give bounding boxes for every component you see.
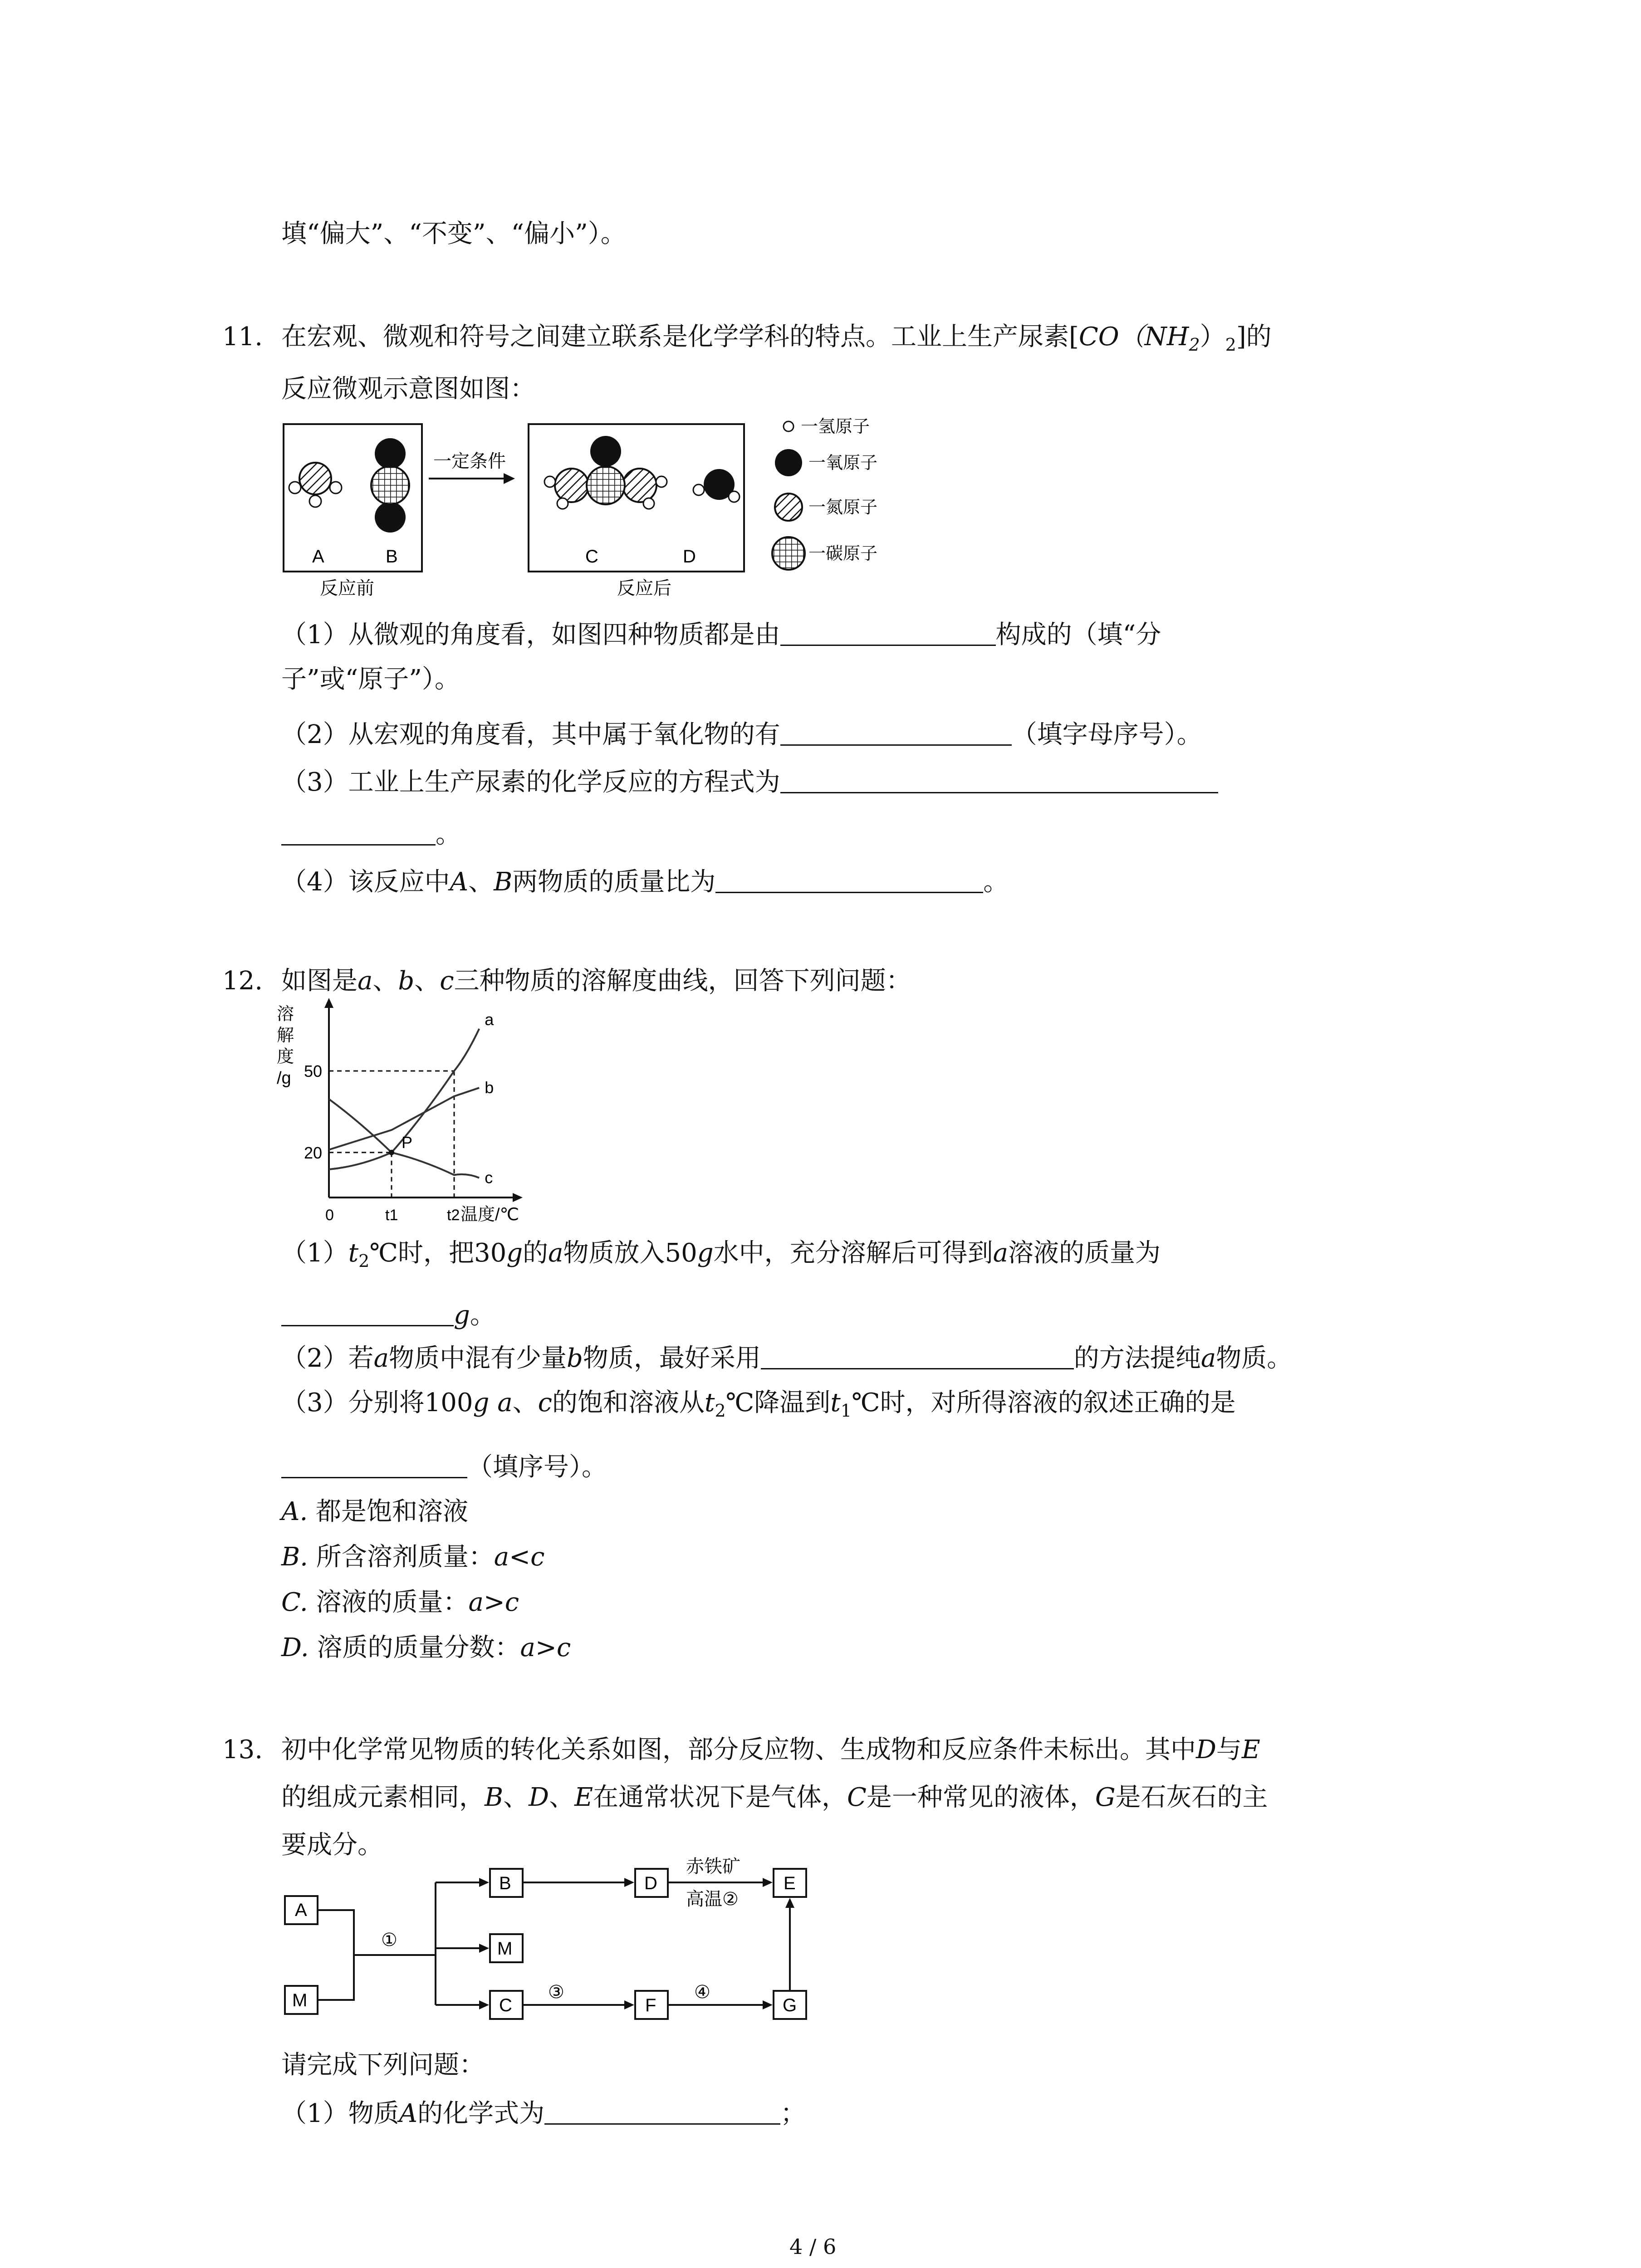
answer-blank[interactable] [780,619,996,646]
answer-blank[interactable] [281,1300,454,1326]
y-axis-label-char: 解 [277,1026,294,1045]
q11-reaction-figure [272,408,930,621]
svg-text:B: B [499,1873,511,1893]
hydrogen-atom-icon [557,498,568,509]
nitrogen-atom-icon [299,463,331,494]
oxygen-atom-icon [375,502,406,533]
carbon-atom-icon [587,466,625,504]
y-axis-label-char: 溶 [277,1005,294,1024]
caption-after: 反应后 [617,578,671,598]
carbon-atom-icon [772,537,805,570]
svg-text:M: M [292,1990,308,2010]
q13-line1: 初中化学常见物质的转化关系如图，部分反应物、生成物和反应条件未标出。其中D与E [281,1735,1260,1765]
oxygen-atom-icon [375,438,406,469]
step-3-label: ③ [548,1982,564,2002]
svg-text:G: G [783,1995,797,2015]
legend-hydrogen: 一氢原子 [801,417,870,436]
legend-nitrogen: 一氮原子 [808,498,878,517]
series-label-b: b [485,1078,494,1097]
carbon-atom-icon [371,466,409,504]
answer-blank[interactable] [544,2098,780,2125]
oxygen-atom-icon [590,436,621,467]
q12-number: 12. [222,966,263,996]
nitrogen-atom-icon [623,469,656,502]
intro-line: 填“偏大”、“不变”、“偏小”）。 [281,219,626,249]
q13-number: 13. [222,1735,263,1765]
q13-line3: 要成分。 [281,1830,383,1860]
hydrogen-atom-icon [729,491,740,502]
hydrogen-atom-icon [784,421,794,431]
option-A[interactable]: A. 都是饱和溶液 [281,1497,469,1526]
x-tick-label: t1 [385,1207,398,1224]
y-axis-label-char: 度 [277,1047,294,1066]
series-label-a: a [485,1010,494,1029]
label-D: D [683,547,696,567]
svg-text:E: E [784,1873,796,1893]
hydrogen-atom-icon [330,482,342,494]
q12-stem: 如图是a、b、c三种物质的溶解度曲线，回答下列问题： [281,966,911,996]
hydrogen-atom-icon [309,495,321,507]
q11-stem-line1: 在宏观、微观和符号之间建立联系是化学学科的特点。工业上生产尿素$[CO(NH_2)_2]$的 [281,322,1272,355]
q13-line2: 的组成元素相同，B、D、E在通常状况下是气体，C是一种常见的液体，G是石灰石的主 [281,1783,1268,1812]
step-4-label: ④ [694,1982,710,2002]
q12-part1: $(1)t_2℃$时，把30g的a物质放入50g水中，充分溶解后可得到a溶液的质量为 [281,1238,1161,1271]
label-C: C [585,547,598,567]
answer-blank[interactable] [780,767,1218,793]
answer-blank[interactable] [715,866,983,893]
option-D[interactable]: D. 溶质的质量分数：a>c [281,1633,571,1662]
hydrogen-atom-icon [544,476,555,487]
answer-blank[interactable] [281,819,436,846]
label-B: B [386,547,398,567]
answer-blank[interactable] [281,1452,467,1478]
x-tick-label: t2 [447,1207,460,1224]
hydrogen-atom-icon [656,476,667,487]
q11-part3: （3）工业上生产尿素的化学反应的方程式为 [281,767,1218,795]
q11-part2: （2）从宏观的角度看，其中属于氧化物的有 （填字母序号）。 [281,720,1202,749]
svg-text:D: D [644,1873,657,1893]
q12-part2: （2）若a物质中混有少量b物质，最好采用 的方法提纯a物质。 [281,1344,1293,1373]
svg-text:M: M [497,1939,513,1959]
y-tick-label: 20 [304,1143,323,1162]
page-number: 4 / 6 [789,2234,837,2259]
q11-part1: （1）从微观的角度看，如图四种物质都是由 构成的（填“分 [281,620,1161,650]
svg-text:A: A [295,1900,307,1920]
q11-part3-cont: 。 [281,819,461,847]
q11-part4: （4）该反应中A、B两物质的质量比为 。 [281,867,1009,897]
nitrogen-atom-icon [775,494,802,521]
hydrogen-atom-icon [289,482,301,494]
svg-text:C: C [499,1995,512,2015]
q11-part1-cont: 子”或“原子”）。 [281,665,460,694]
y-axis-label-char: /g [277,1069,291,1088]
answer-blank[interactable] [761,1343,1074,1369]
q12-part1-cont: g。 [281,1300,495,1328]
hydrogen-atom-icon [643,498,654,509]
hydrogen-atom-icon [693,484,704,495]
q13-part1: （1）物质A的化学式为 ； [281,2099,806,2128]
q12-part3: （3）分别将100g a、c的饱和溶液从$t_2℃$降温到$t_1℃$时，对所得溶液的叙述正确的是 [281,1388,1236,1421]
q13-prompt: 请完成下列问题： [281,2050,485,2080]
series-label-c: c [485,1168,493,1187]
option-C[interactable]: C. 溶液的质量：a>c [281,1588,519,1617]
caption-before: 反应前 [320,578,374,598]
solubility-chart [272,998,526,1225]
legend-oxygen: 一氧原子 [808,454,878,473]
label-A: A [312,547,324,567]
answer-blank[interactable] [780,719,1012,746]
q13-transformation-diagram [272,1857,844,2041]
legend-carbon: 一碳原子 [808,544,878,563]
nitrogen-atom-icon [555,469,588,502]
q11-stem-line2: 反应微观示意图如图： [281,374,535,404]
intersection-point [389,1150,394,1155]
arrow-condition: 一定条件 [433,451,506,471]
point-label: P [402,1133,413,1152]
step-1-label: ① [381,1930,397,1950]
q11-number: 11. [222,322,263,352]
x-tick-label: 0 [325,1207,334,1224]
option-B[interactable]: B. 所含溶剂质量：a<c [281,1542,545,1572]
oxygen-atom-icon [775,449,802,476]
y-tick-label: 50 [304,1062,323,1080]
condition-label: 高温② [686,1889,739,1909]
q12-part3-cont: （填序号）。 [281,1452,607,1480]
x-axis-label: 温度/℃ [460,1205,519,1224]
svg-text:F: F [645,1995,656,2015]
reagent-label: 赤铁矿 [686,1857,740,1877]
